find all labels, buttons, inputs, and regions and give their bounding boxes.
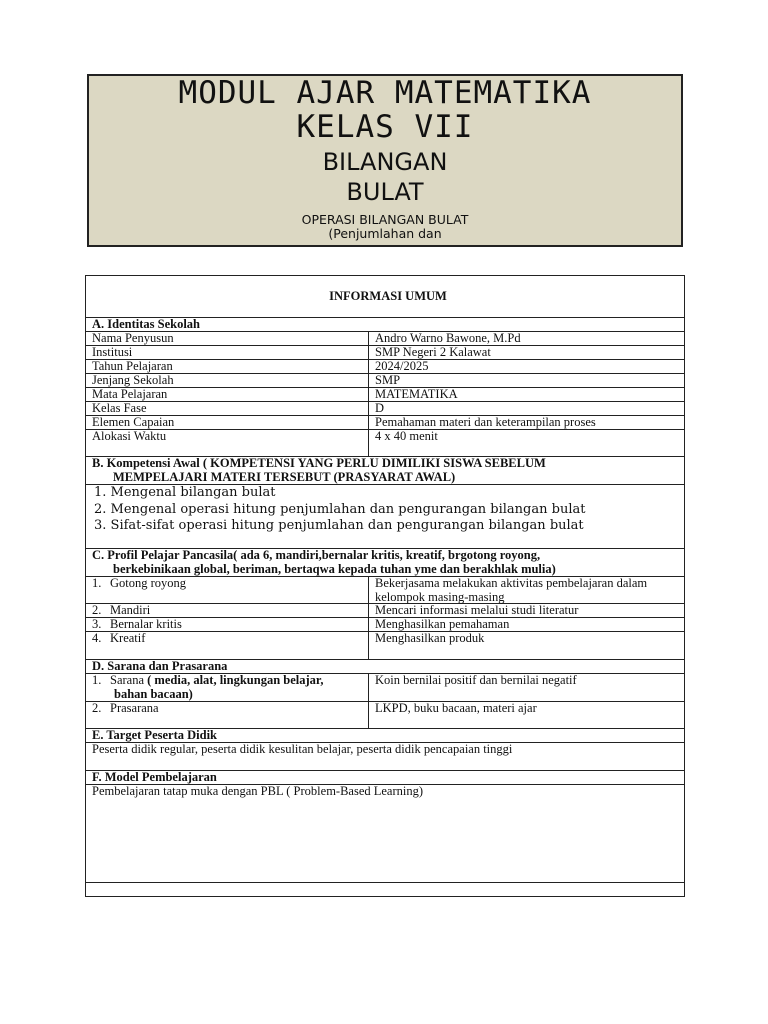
section-c-title-row bbox=[86, 549, 684, 577]
row-label-text: Gotong royong bbox=[110, 576, 187, 590]
table-row bbox=[86, 604, 684, 618]
row-number: 1. bbox=[92, 673, 102, 687]
row-number: 3. bbox=[92, 617, 102, 631]
cover-title-line2: KELAS VII bbox=[296, 109, 474, 145]
cover-subtitle-line2: (Penjumlahan dan bbox=[328, 226, 442, 241]
section-e-title-row bbox=[86, 729, 684, 743]
row-number: 4. bbox=[92, 631, 102, 645]
row-value-line1: Bekerjasama melakukan aktivitas pembelajaran dalam bbox=[375, 576, 648, 590]
table-row bbox=[86, 674, 684, 702]
table-row bbox=[86, 346, 684, 360]
list-item: 1. Mengenal bilangan bulat bbox=[94, 485, 276, 500]
section-e-text-row bbox=[86, 743, 684, 771]
row-label-text: Bernalar kritis bbox=[110, 617, 182, 631]
table-row bbox=[86, 388, 684, 402]
row-label: Elemen Capaian bbox=[86, 416, 369, 429]
table-row bbox=[86, 360, 684, 374]
row-label: Mata Pelajaran bbox=[86, 388, 369, 401]
row-value: LKPD, buku bacaan, materi ajar bbox=[375, 701, 537, 715]
table-row bbox=[86, 577, 684, 604]
row-value: Koin bernilai positif dan bernilai negatif bbox=[375, 673, 577, 687]
row-label: Kelas Fase bbox=[86, 402, 369, 415]
row-value: 4 x 40 menit bbox=[375, 429, 438, 443]
list-item: 3. Sifat-sifat operasi hitung penjumlahan dan pengurangan bilangan bulat bbox=[94, 518, 584, 533]
row-value: MATEMATIKA bbox=[375, 387, 458, 401]
row-label: Jenjang Sekolah bbox=[86, 374, 369, 387]
section-b-title-line1: B. Kompetensi Awal ( KOMPETENSI YANG PERLU DIMILIKI SISWA SEBELUM bbox=[92, 456, 546, 470]
info-table bbox=[85, 275, 685, 897]
info-heading: INFORMASI UMUM bbox=[329, 289, 447, 303]
cover-topic-line1: BILANGAN bbox=[322, 148, 448, 176]
row-value: Pemahaman materi dan keterampilan proses bbox=[375, 415, 596, 429]
table-row bbox=[86, 702, 684, 729]
row-label: Institusi bbox=[86, 346, 369, 359]
row-label bbox=[86, 674, 369, 701]
table-row bbox=[86, 332, 684, 346]
list-item: 2. Mengenal operasi hitung penjumlahan dan pengurangan bilangan bulat bbox=[94, 501, 586, 517]
table-row bbox=[86, 430, 684, 457]
section-c-title bbox=[86, 549, 684, 576]
row-label bbox=[86, 618, 369, 631]
section-b-title bbox=[86, 457, 684, 484]
section-f-title-row bbox=[86, 771, 684, 785]
row-label-bold: ( media, alat, lingkungan belajar, bbox=[147, 673, 324, 687]
row-number: 2. bbox=[92, 701, 102, 715]
table-row bbox=[86, 416, 684, 430]
section-c-title-line1: C. Profil Pelajar Pancasila( ada 6, mandiri,bernalar kritis, kreatif, brgotong royong, bbox=[92, 548, 541, 562]
row-value: Menghasilkan pemahaman bbox=[375, 617, 510, 631]
row-value bbox=[369, 577, 684, 603]
cover-box bbox=[87, 74, 683, 247]
section-c-title-line2: berkebinikaan global, beriman, bertaqwa kepada tuhan yme dan berakhlak mulia) bbox=[113, 561, 556, 576]
row-label bbox=[86, 577, 369, 603]
row-label-text: Prasarana bbox=[110, 701, 159, 715]
row-label bbox=[86, 632, 369, 659]
row-number: 2. bbox=[92, 603, 102, 617]
row-value: SMP bbox=[375, 373, 401, 387]
row-label: Nama Penyusun bbox=[86, 332, 369, 345]
table-row bbox=[86, 374, 684, 388]
section-d-title: D. Sarana dan Prasarana bbox=[92, 659, 228, 673]
row-value: Andro Warno Bawone, M.Pd bbox=[375, 331, 521, 345]
row-label bbox=[86, 702, 369, 728]
section-f-text: Pembelajaran tatap muka dengan PBL ( Problem-Based Learning) bbox=[92, 784, 424, 798]
row-value: SMP Negeri 2 Kalawat bbox=[375, 345, 491, 359]
table-row bbox=[86, 402, 684, 416]
row-value-line2: kelompok masing-masing bbox=[375, 589, 505, 604]
row-label-bold-line2: bahan bacaan) bbox=[114, 686, 193, 701]
cover-title-line1: MODUL AJAR MATEMATIKA bbox=[178, 75, 592, 111]
row-number: 1. bbox=[92, 576, 102, 590]
section-d-title-row bbox=[86, 660, 684, 674]
info-heading-row bbox=[86, 276, 684, 318]
cover-topic-line2: BULAT bbox=[346, 178, 424, 206]
row-label-text: Mandiri bbox=[110, 603, 151, 617]
row-value: D bbox=[375, 401, 385, 415]
row-label bbox=[86, 604, 369, 617]
section-b-title-row bbox=[86, 457, 684, 485]
section-b-list bbox=[86, 485, 684, 548]
section-e-text: Peserta didik regular, peserta didik kesulitan belajar, peserta didik pencapaian tinggi bbox=[92, 742, 513, 756]
section-f-title: F. Model Pembelajaran bbox=[92, 770, 217, 784]
section-b-list-row bbox=[86, 485, 684, 549]
section-a-title: A. Identitas Sekolah bbox=[92, 317, 201, 331]
section-f-text-row bbox=[86, 785, 684, 883]
cover-subtitle-line1: OPERASI BILANGAN BULAT bbox=[301, 212, 469, 227]
table-row bbox=[86, 618, 684, 632]
row-label: Tahun Pelajaran bbox=[86, 360, 369, 373]
row-value: Mencari informasi melalui studi literatur bbox=[375, 603, 579, 617]
section-a-title-row bbox=[86, 318, 684, 332]
row-value: 2024/2025 bbox=[375, 359, 429, 373]
row-label-text: Kreatif bbox=[110, 631, 146, 645]
row-value: Menghasilkan produk bbox=[375, 631, 485, 645]
row-label-text: Sarana bbox=[110, 673, 145, 687]
section-e-title: E. Target Peserta Didik bbox=[92, 728, 217, 742]
table-row bbox=[86, 632, 684, 660]
row-label: Alokasi Waktu bbox=[86, 430, 369, 456]
section-b-title-line2: MEMPELAJARI MATERI TERSEBUT (PRASYARAT AWAL) bbox=[113, 469, 456, 484]
empty-row bbox=[86, 883, 684, 896]
